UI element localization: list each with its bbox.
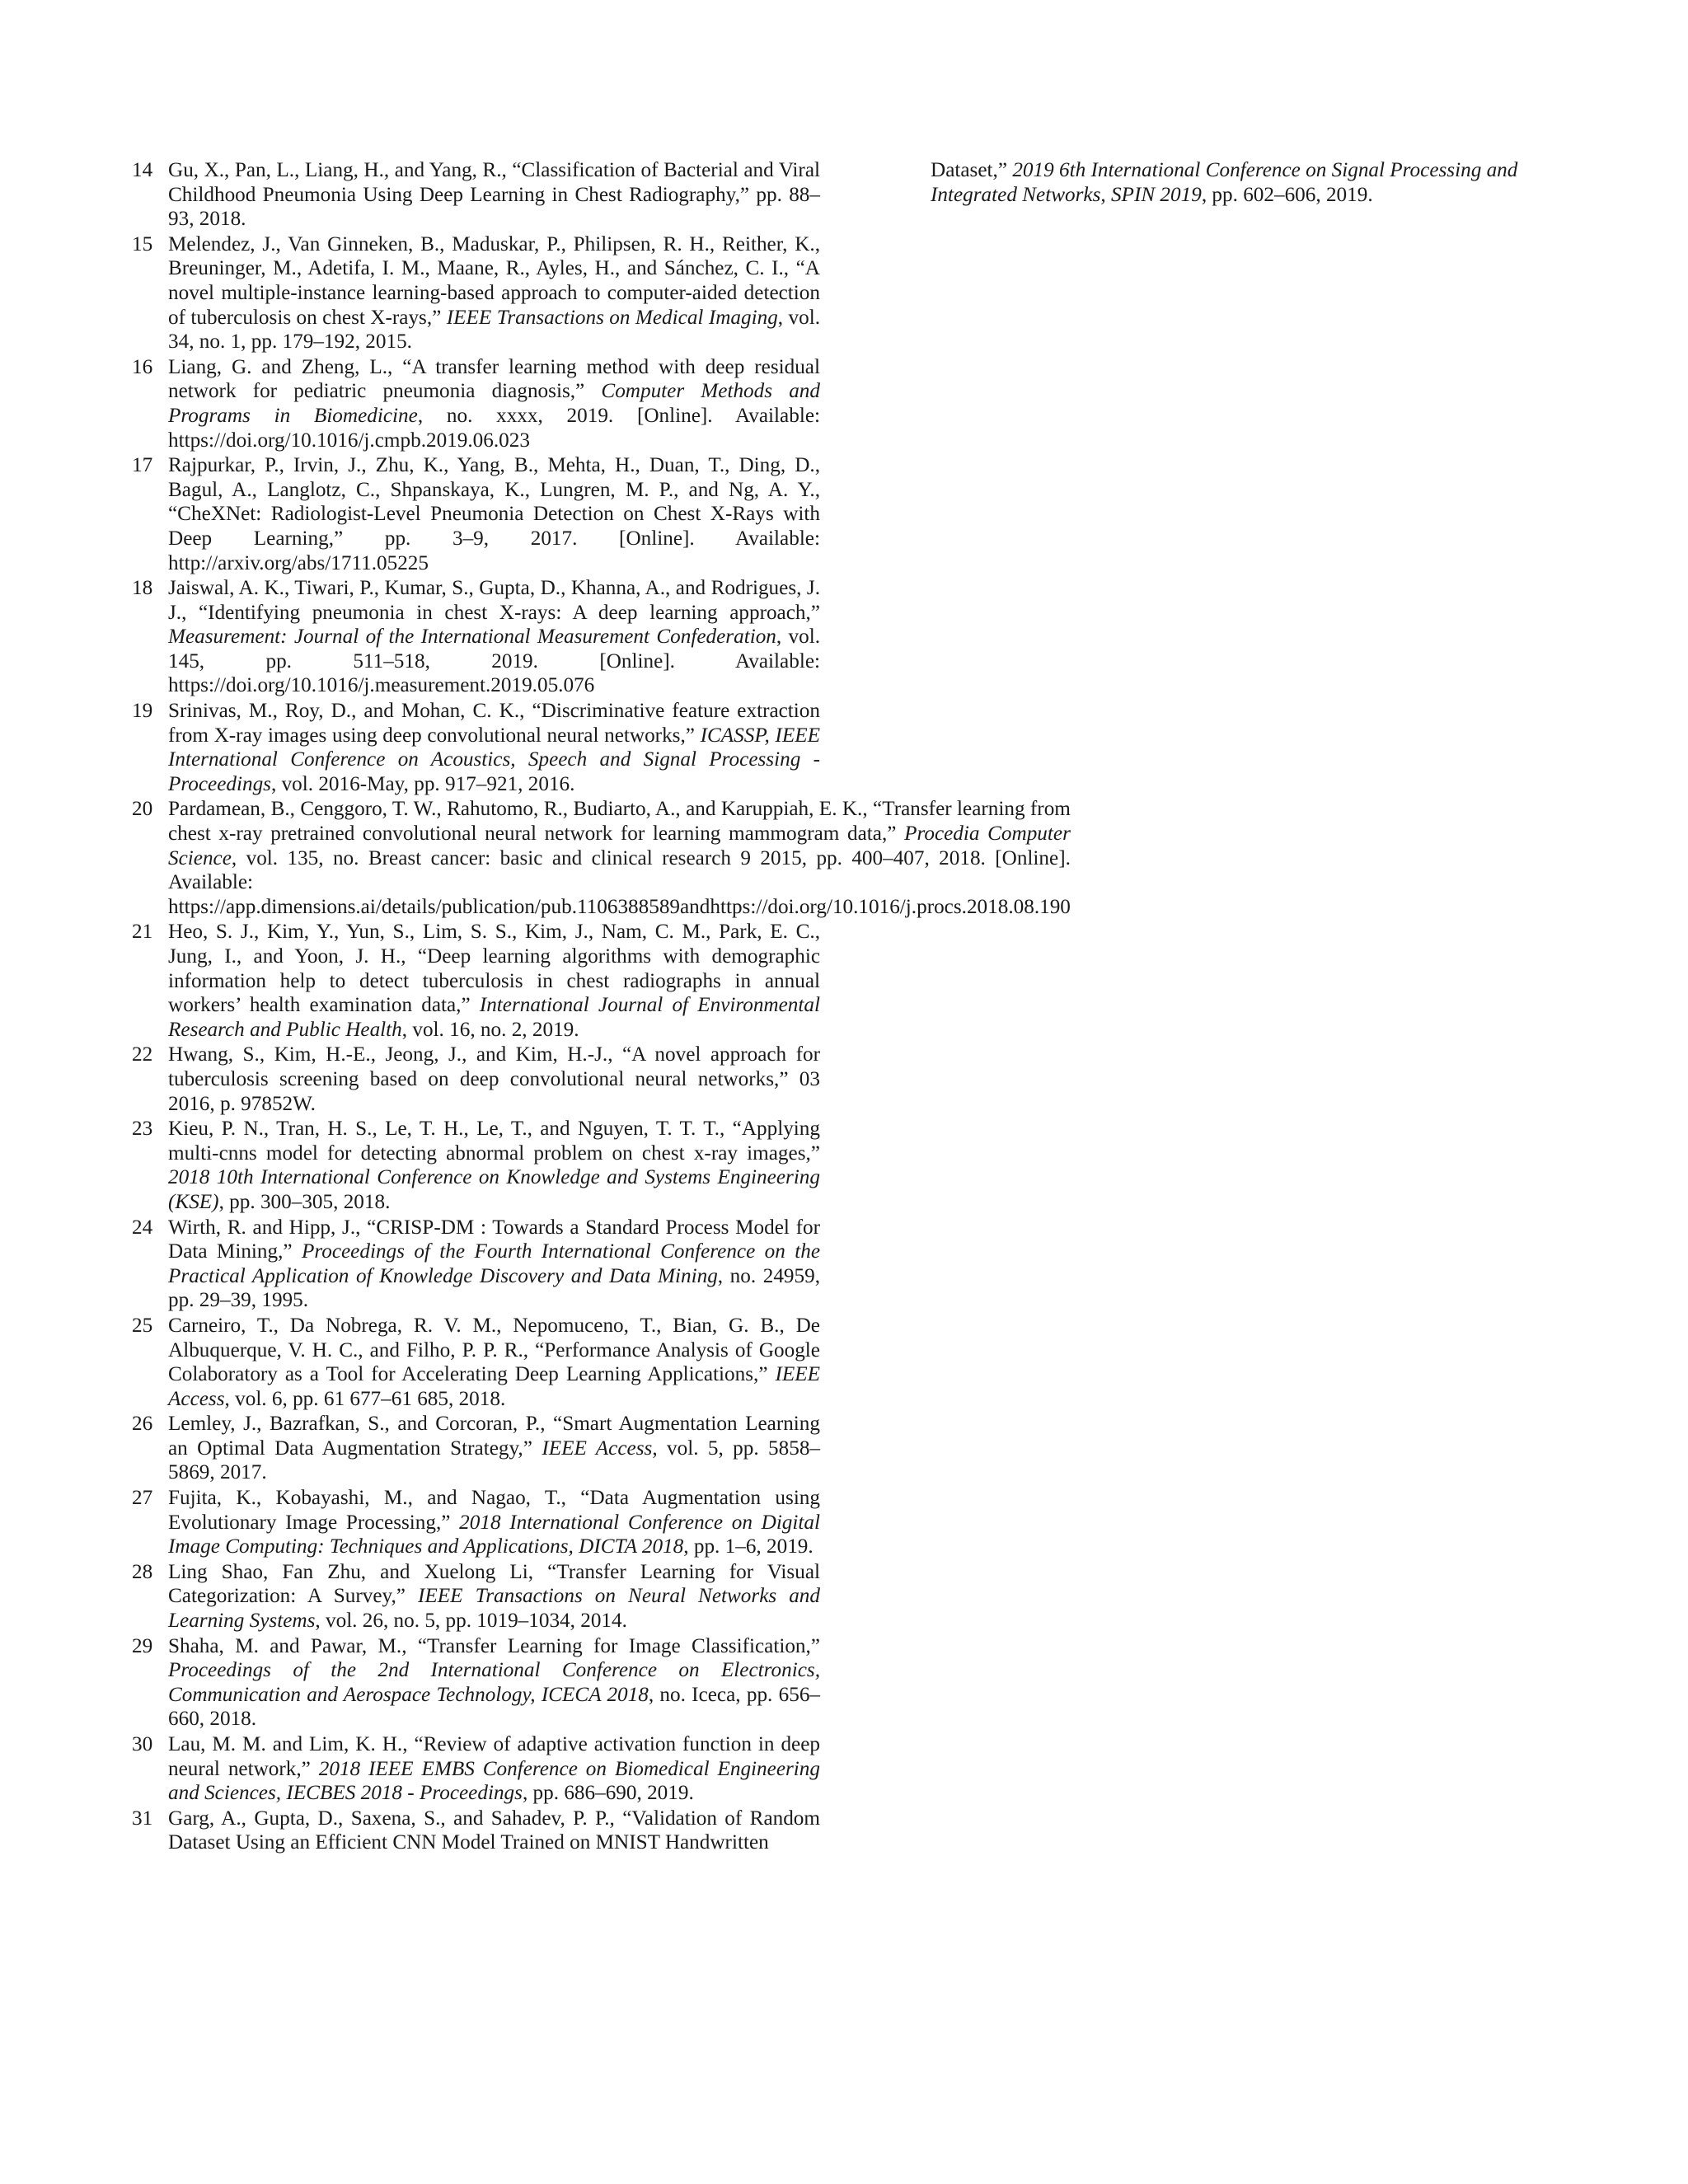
reference-text <box>168 920 820 1042</box>
reference-entry <box>124 1043 820 1116</box>
reference-venue: Measurement: Journal of the International Measurement Confederation <box>168 626 776 649</box>
reference-text-segment: , vol. 26, no. 5, pp. 1019–1034, 2014. <box>315 1610 627 1633</box>
reference-text-segment: Lemley, J., Bazrafkan, S., and Corcoran, P., “Smart Augmentation Learning an Optimal Data Augmentation Strategy,” <box>168 1413 820 1460</box>
reference-text-segment: Heo, S. J., Kim, Y., Yun, S., Lim, S. S., Kim, J., Nam, C. M., Park, E. C., Jung, I., and Yoon, J. H., “Deep learning algorithms with demographic information help to detect tuberculosis in chest radiographs in annual workers’ health examination data,” <box>168 921 820 1017</box>
reference-entry <box>124 1634 820 1732</box>
reference-number: 22 <box>132 1043 153 1066</box>
reference-text-segment: , vol. 135, no. Breast cancer: basic and clinical research 9 2015, pp. 400–407, 2018. [Online]. Available: https://app.dimensions.ai/details/publication/pub.1106388589andhttps://doi.org/10.1016/j.procs.2018.08.190 <box>168 846 1071 918</box>
reference-entry <box>124 1560 820 1633</box>
reference-text-segment: , no. 24959, pp. 29–39, 1995. <box>168 1264 820 1312</box>
reference-text <box>168 1216 820 1313</box>
reference-text <box>168 1412 820 1485</box>
reference-text-segment: Gu, X., Pan, L., Liang, H., and Yang, R., “Classification of Bacterial and Viral Childhood Pneumonia Using Deep Learning in Chest Radiography,” pp. 88–93, 2018. <box>168 159 820 231</box>
reference-venue: 2018 International Conference on Digital Image Computing: Techniques and Applications, DICTA 2018 <box>168 1511 820 1558</box>
reference-venue: IEEE Access <box>542 1436 653 1460</box>
reference-text-segment: Srinivas, M., Roy, D., and Mohan, C. K., “Discriminative feature extraction from X-ray images using deep convolutional neural networks,” <box>168 700 820 747</box>
reference-entry <box>124 1732 820 1806</box>
reference-text <box>168 699 820 796</box>
reference-entry <box>124 1486 820 1559</box>
reference-text-segment: , no. xxxx, 2019. [Online]. Available: https://doi.org/10.1016/j.cmpb.2019.06.023 <box>168 404 820 452</box>
reference-text-segment: Dataset,” <box>931 159 1013 181</box>
reference-text-segment: Pardamean, B., Cenggoro, T. W., Rahutomo, R., Budiarto, A., and Karuppiah, E. K., “Transfer learning from chest x-ray pretrained convolutional neural network for learning mammogram data,” <box>168 798 1071 846</box>
reference-text-segment: , vol. 6, pp. 61 677–61 685, 2018. <box>224 1387 506 1410</box>
reference-text-segment: , vol. 2016-May, pp. 917–921, 2016. <box>270 772 575 795</box>
reference-text-segment: , vol. 16, no. 2, 2019. <box>401 1018 579 1041</box>
reference-number: 20 <box>132 798 153 821</box>
reference-number: 23 <box>132 1118 153 1141</box>
reference-text <box>168 1732 820 1806</box>
reference-entry <box>124 699 820 796</box>
reference-number: 28 <box>132 1560 153 1583</box>
reference-number: 30 <box>132 1733 153 1755</box>
reference-text-segment: Fujita, K., Kobayashi, M., and Nagao, T., “Data Augmentation using Evolutionary Image Processing,” <box>168 1487 820 1534</box>
reference-venue: IEEE Access <box>168 1363 820 1410</box>
reference-number: 21 <box>132 921 153 944</box>
reference-number: 18 <box>132 577 153 600</box>
reference-text-segment: Shaha, M. and Pawar, M., “Transfer Learning for Image Classification,” <box>168 1634 820 1657</box>
reference-text <box>168 797 1071 919</box>
references-right-column <box>886 158 1582 207</box>
reference-text <box>168 1117 820 1214</box>
reference-number: 24 <box>132 1216 153 1239</box>
reference-venue: Procedia Computer Science <box>168 823 1071 869</box>
reference-text-segment: , pp. 686–690, 2019. <box>522 1782 694 1805</box>
reference-number: 27 <box>132 1487 153 1510</box>
reference-entry <box>124 232 820 354</box>
reference-text-segment: Carneiro, T., Da Nobrega, R. V. M., Nepomuceno, T., Bian, G. B., De Albuquerque, V. H. C., and Filho, P. P. R., “Performance Analysis of Google Colaboratory as a Tool for Accelerating Deep Learning Applications,” <box>168 1314 820 1386</box>
reference-text <box>168 1560 820 1633</box>
reference-venue: IEEE Transactions on Neural Networks and Learning Systems <box>168 1585 820 1633</box>
references-left-column <box>124 158 1071 1856</box>
reference-venue: Proceedings of the 2nd International Conference on Electronics, Communication and Aerospace Technology, ICECA 2018 <box>168 1659 820 1706</box>
reference-entry <box>124 576 820 698</box>
reference-venue: 2019 6th International Conference on Signal Processing and Integrated Networks, SPIN 2019 <box>931 159 1518 206</box>
reference-text <box>168 232 820 354</box>
reference-text <box>168 1634 820 1732</box>
reference-text <box>168 1807 820 1855</box>
reference-entry <box>124 355 820 452</box>
reference-text <box>168 1314 820 1411</box>
reference-text-segment: , pp. 1–6, 2019. <box>683 1535 814 1558</box>
reference-number: 26 <box>132 1413 153 1436</box>
reference-text <box>168 1043 820 1116</box>
reference-entry <box>124 1314 820 1411</box>
reference-number: 25 <box>132 1314 153 1337</box>
reference-venue: 2018 10th International Conference on Knowledge and Systems Engineering (KSE) <box>168 1166 820 1213</box>
reference-text-segment: , pp. 300–305, 2018. <box>218 1190 391 1213</box>
reference-entry <box>124 1807 820 1855</box>
reference-text <box>168 576 820 698</box>
reference-text-segment: Rajpurkar, P., Irvin, J., Zhu, K., Yang, B., Mehta, H., Duan, T., Ding, D., Bagul, A., Langlotz, C., Shpanskaya, K., Lungren, M. P., and Ng, A. Y., “CheXNet: Radiologist-Level Pneumonia Detection on Chest X-Rays with Deep Learning,” pp. 3–9, 2017. [Online]. Available: http://arxiv.org/abs/1711.05225 <box>168 454 820 574</box>
reference-venue: ICASSP, IEEE International Conference on Acoustics, Speech and Signal Processing - Proceedings <box>168 724 820 795</box>
reference-number: 14 <box>132 159 153 181</box>
reference-text-segment: Liang, G. and Zheng, L., “A transfer learning method with deep residual network for pediatric pneumonia diagnosis,” <box>168 355 820 403</box>
reference-text <box>168 355 820 452</box>
reference-entry <box>124 453 820 575</box>
reference-text <box>168 158 820 232</box>
reference-venue: 2018 IEEE EMBS Conference on Biomedical Engineering and Sciences, IECBES 2018 - Proceedings <box>168 1757 820 1805</box>
reference-entry <box>124 797 1071 919</box>
reference-text-segment: Hwang, S., Kim, H.-E., Jeong, J., and Kim, H.-J., “A novel approach for tuberculosis screening based on deep convolutional neural networks,” 03 2016, p. 97852W. <box>168 1043 820 1115</box>
reference-entry <box>124 158 820 232</box>
reference-venue: International Journal of Environmental Research and Public Health <box>168 994 820 1041</box>
reference-venue: Computer Methods and Programs in Biomedicine <box>168 380 820 427</box>
reference-entry <box>124 1412 820 1485</box>
reference-number: 31 <box>132 1807 153 1830</box>
reference-venue: Proceedings of the Fourth International Conference on the Practical Application of Knowledge Discovery and Data Mining <box>168 1240 820 1287</box>
reference-venue: IEEE Transactions on Medical Imaging <box>446 306 778 329</box>
reference-text-segment: Melendez, J., Van Ginneken, B., Maduskar, P., Philipsen, R. H., Reither, K., Breuninger, M., Adetifa, I. M., Maane, R., Ayles, H., and Sánchez, C. I., “A novel multiple-instance learning-based approach to computer-aided detection of tuberculosis on chest X-rays,” <box>168 232 820 329</box>
reference-text <box>168 453 820 575</box>
reference-31-continuation <box>886 158 1582 207</box>
reference-number: 19 <box>132 700 153 723</box>
reference-text-segment: , vol. 5, pp. 5858–5869, 2017. <box>168 1436 821 1484</box>
reference-entry <box>124 1216 820 1313</box>
reference-text-segment: , pp. 602–606, 2019. <box>1201 183 1373 206</box>
reference-text-segment: Lau, M. M. and Lim, K. H., “Review of adaptive activation function in deep neural network,” <box>168 1733 820 1780</box>
reference-text-segment: Wirth, R. and Hipp, J., “CRISP-DM : Towards a Standard Process Model for Data Mining,” <box>168 1216 820 1263</box>
reference-text-segment: Ling Shao, Fan Zhu, and Xuelong Li, “Transfer Learning for Visual Categorization: A Survey,” <box>168 1560 820 1608</box>
reference-text <box>168 1486 820 1559</box>
reference-number: 16 <box>132 355 153 378</box>
reference-entry <box>124 1117 820 1214</box>
reference-number: 17 <box>132 454 153 477</box>
reference-text-segment: Kieu, P. N., Tran, H. S., Le, T. H., Le, T., and Nguyen, T. T. T., “Applying multi-cnns model for detecting abnormal problem on chest x-ray images,” <box>168 1118 820 1165</box>
reference-number: 15 <box>132 232 153 255</box>
reference-text-segment: , no. Iceca, pp. 656–660, 2018. <box>168 1683 821 1731</box>
reference-text-segment: , vol. 145, pp. 511–518, 2019. [Online]. Available: https://doi.org/10.1016/j.measurement.2019.05.076 <box>168 626 821 697</box>
reference-number: 29 <box>132 1634 153 1657</box>
reference-text-segment: , vol. 34, no. 1, pp. 179–192, 2015. <box>168 306 820 354</box>
reference-text-segment: Garg, A., Gupta, D., Saxena, S., and Sahadev, P. P., “Validation of Random Dataset Using an Efficient CNN Model Trained on MNIST Handwritten <box>168 1807 820 1854</box>
reference-entry <box>124 920 820 1042</box>
reference-text-segment: Jaiswal, A. K., Tiwari, P., Kumar, S., Gupta, D., Khanna, A., and Rodrigues, J. J., “Identifying pneumonia in chest X-rays: A deep learning approach,” <box>168 577 820 624</box>
